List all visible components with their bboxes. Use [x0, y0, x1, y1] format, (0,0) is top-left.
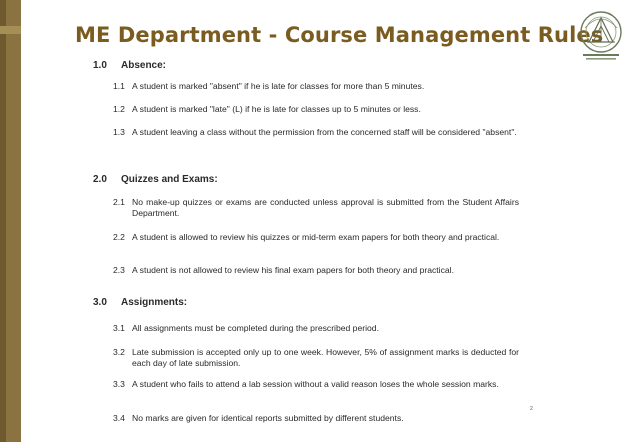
rule-text: A student is marked "late" (L) if he is late for classes up to 5 minutes or less.	[132, 104, 421, 114]
rule-number: 3.4	[113, 413, 125, 423]
rule-text: All assignments must be completed during the prescribed period.	[132, 323, 379, 333]
left-bar-notch	[0, 26, 21, 34]
section-title: Absence:	[121, 60, 167, 71]
rule-text: A student leaving a class without the permission from the concerned staff will be considered "absent".	[132, 127, 517, 137]
rule-number: 3.2	[113, 347, 125, 357]
rule-number: 1.2	[113, 104, 125, 114]
university-emblem-logo	[573, 8, 629, 64]
section-heading-quizzes-exams	[93, 174, 218, 187]
rule-number: 3.1	[113, 323, 125, 333]
slide-title: ME Department - Course Management Rules	[75, 23, 604, 47]
rule-text: A student who fails to attend a lab session without a valid reason loses the whole session marks.	[132, 379, 499, 389]
rule-text: A student is marked "absent" if he is late for classes for more than 5 minutes.	[132, 81, 425, 91]
rule-number: 1.1	[113, 81, 125, 91]
rule-number: 3.3	[113, 379, 125, 389]
rule-number: 2.3	[113, 265, 125, 275]
left-bar-stripe	[0, 0, 6, 442]
rule-text: No marks are given for identical reports submitted by different students.	[132, 413, 404, 423]
section-heading-assignments	[93, 297, 187, 310]
page-number: 2	[530, 406, 533, 412]
section-number: 2.0	[93, 174, 107, 185]
section-title: Assignments:	[121, 297, 188, 308]
rule-number: 2.1	[113, 197, 125, 207]
section-title: Quizzes and Exams:	[121, 174, 218, 185]
rule-number: 2.2	[113, 232, 125, 242]
rule-text: Late submission is accepted only up to one week. However, 5% of assignment marks is deducted for each day of late submission.	[132, 347, 519, 368]
rule-number: 1.3	[113, 127, 125, 137]
rule-text: A student is allowed to review his quizzes or mid-term exam papers for both theory and practical.	[132, 232, 500, 242]
section-number: 3.0	[93, 297, 107, 308]
rule-text: A student is not allowed to review his final exam papers for both theory and practical.	[132, 265, 454, 275]
rule-text: No make-up quizzes or exams are conducted unless approval is submitted from the Student Affairs Department.	[132, 197, 519, 218]
rules-document	[93, 56, 523, 440]
left-accent-bar	[0, 0, 21, 442]
section-heading-absence	[93, 60, 166, 73]
section-number: 1.0	[93, 60, 107, 71]
